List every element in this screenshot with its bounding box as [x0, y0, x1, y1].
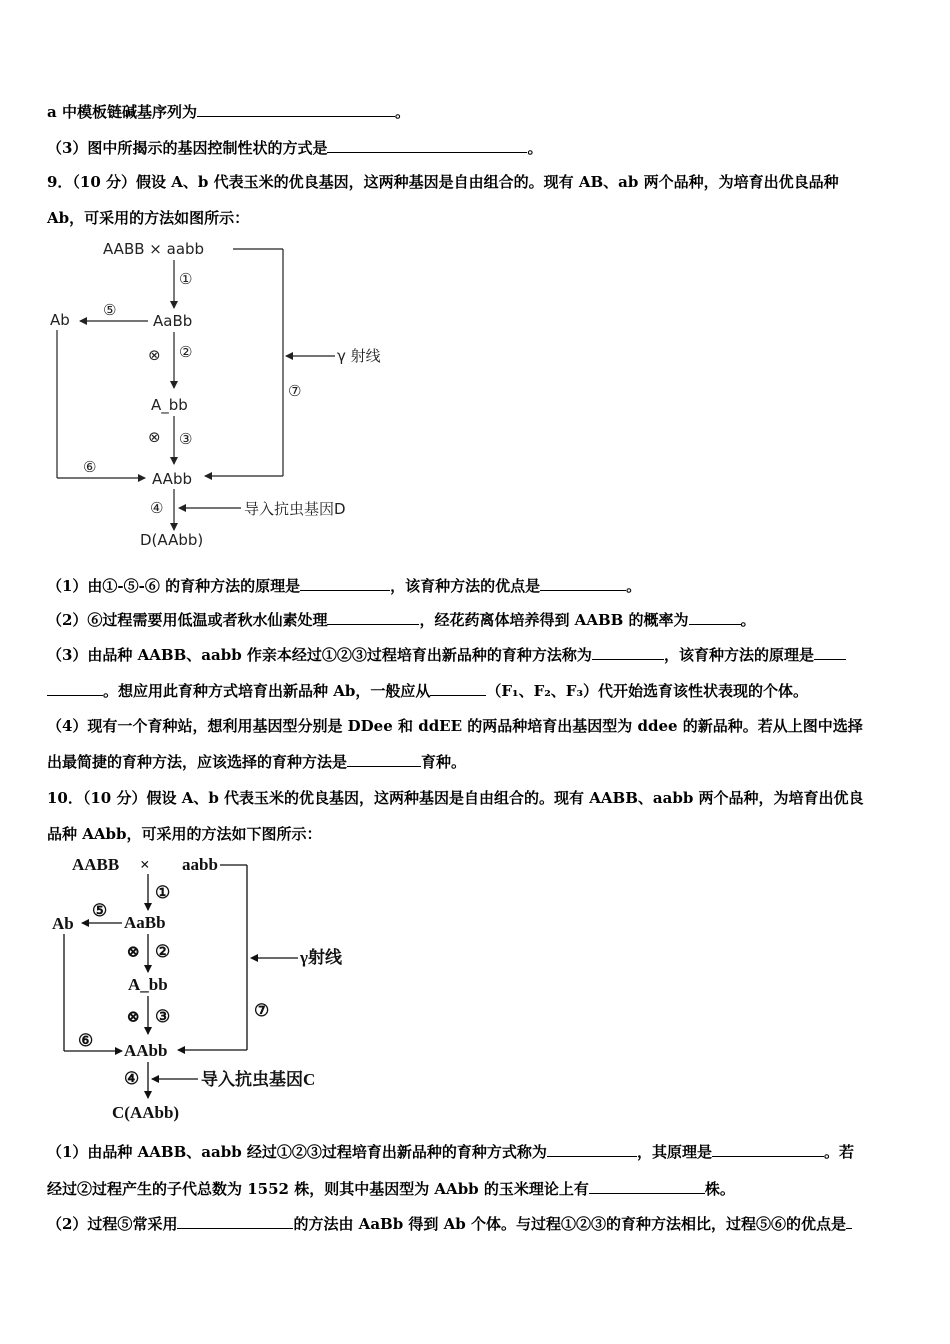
answer-blank[interactable]	[327, 138, 527, 153]
answer-blank[interactable]	[589, 1179, 705, 1194]
step-3: ③	[179, 430, 193, 448]
step-2: ②	[179, 343, 193, 361]
q9-4-cont: 出最简捷的育种方法，应该选择的育种方法是 育种。	[47, 753, 467, 771]
step-4: ④	[150, 499, 164, 517]
f2-label: A_bb	[128, 975, 168, 994]
q9-heading: 9．（10 分）假设 A、b 代表玉米的优良基因，这两种基因是自由组合的。现有 AB、ab 两个品种，为培育出优良品种	[47, 173, 839, 191]
step-6: ⑥	[83, 458, 97, 476]
q10-heading-cont: 品种 AAbb，可采用的方法如下图所示：	[47, 825, 322, 843]
answer-blank[interactable]	[547, 1142, 637, 1157]
answer-blank[interactable]	[592, 645, 664, 660]
answer-blank[interactable]	[177, 1214, 293, 1229]
answer-blank[interactable]	[712, 1142, 824, 1157]
f2-label: A_bb	[151, 396, 188, 414]
final-label: C(AAbb)	[112, 1103, 180, 1122]
step-5: ⑤	[92, 901, 108, 920]
q9-1: （1）由①-⑤-⑥ 的育种方法的原理是 ，该育种方法的优点是 。	[47, 577, 642, 595]
step-1: ①	[155, 883, 171, 902]
self-1: ⊗	[126, 942, 141, 961]
q10-2: （2）过程⑤常采用 的方法由 AaBb 得到 Ab 个体。与过程①②③的育种方法相比，过程⑤⑥的优点是	[47, 1214, 852, 1234]
step-7: ⑦	[254, 1001, 270, 1020]
step-4: ④	[124, 1069, 140, 1088]
answer-blank[interactable]	[197, 102, 395, 117]
self-2: ⊗	[148, 428, 161, 446]
q9-3: （3）由品种 AABB、aabb 作亲本经过①②③过程培育出新品种的育种方法称为 ，该育种方法的原理是	[47, 645, 846, 665]
f1-label: AaBb	[124, 913, 166, 932]
gene-label: 导入抗虫基因C	[201, 1070, 316, 1089]
answer-blank[interactable]	[300, 576, 390, 591]
parent-2-label: aabb	[182, 855, 218, 874]
self-1: ⊗	[148, 346, 161, 364]
gamma-label: γ 射线	[337, 347, 381, 365]
aabb-label: AAbb	[124, 1041, 168, 1060]
gamma-label: γ射线	[300, 948, 342, 967]
breeding-diagram-1	[45, 236, 405, 556]
f1-label: AaBb	[153, 312, 193, 330]
aabb-label: AAbb	[152, 470, 192, 488]
answer-blank[interactable]	[814, 645, 846, 660]
ab-label: Ab	[50, 311, 70, 329]
answer-blank[interactable]	[540, 576, 626, 591]
answer-blank[interactable]	[347, 752, 421, 767]
q9-4: （4）现有一个育种站，想利用基因型分别是 DDee 和 ddEE 的两品种培育出基因型为 ddee 的新品种。若从上图中选择	[47, 717, 863, 735]
q10-heading: 10．（10 分）假设 A、b 代表玉米的优良基因，这两种基因是自由组合的。现有 AABB、aabb 两个品种，为培育出优良	[47, 789, 864, 807]
answer-blank[interactable]	[430, 681, 486, 696]
parent-1-label: AABB	[72, 855, 120, 874]
ab-label: Ab	[52, 914, 74, 933]
answer-blank[interactable]	[689, 610, 741, 625]
step-6: ⑥	[78, 1031, 94, 1050]
answer-blank[interactable]	[846, 1214, 852, 1229]
gene-label: 导入抗虫基因D	[244, 500, 346, 518]
self-2: ⊗	[126, 1007, 141, 1026]
answer-blank[interactable]	[327, 610, 419, 625]
answer-blank[interactable]	[47, 681, 103, 696]
step-7: ⑦	[288, 382, 302, 400]
q10-1-cont: 经过②过程产生的子代总数为 1552 株，则其中基因型为 AAbb 的玉米理论上有 株。	[47, 1180, 735, 1198]
step-1: ①	[179, 270, 193, 288]
step-2: ②	[155, 942, 171, 961]
breeding-diagram-2	[48, 850, 368, 1130]
parents-label: AABB × aabb	[103, 240, 205, 258]
q9-3-cont: 。想应用此育种方式培育出新品种 Ab，一般应从 （F₁、F₂、F₃）代开始选育该性状表现的个体。	[47, 681, 808, 701]
line-q8-3: （3）图中所揭示的基因控制性状的方式是 。	[47, 139, 543, 157]
step-3: ③	[155, 1007, 171, 1026]
step-5: ⑤	[103, 301, 117, 319]
q9-2: （2）⑥过程需要用低温或者秋水仙素处理 ，经花药离体培养得到 AABB 的概率为 。	[47, 611, 756, 629]
line-template-sequence: a 中模板链碱基序列为 。	[47, 103, 410, 121]
q9-heading-cont: Ab，可采用的方法如图所示：	[47, 209, 250, 227]
q10-1: （1）由品种 AABB、aabb 经过①②③过程培育出新品种的育种方式称为 ，其原理是 。若	[47, 1143, 854, 1161]
cross-sign: ×	[140, 855, 150, 874]
final-label: D(AAbb)	[140, 531, 204, 549]
